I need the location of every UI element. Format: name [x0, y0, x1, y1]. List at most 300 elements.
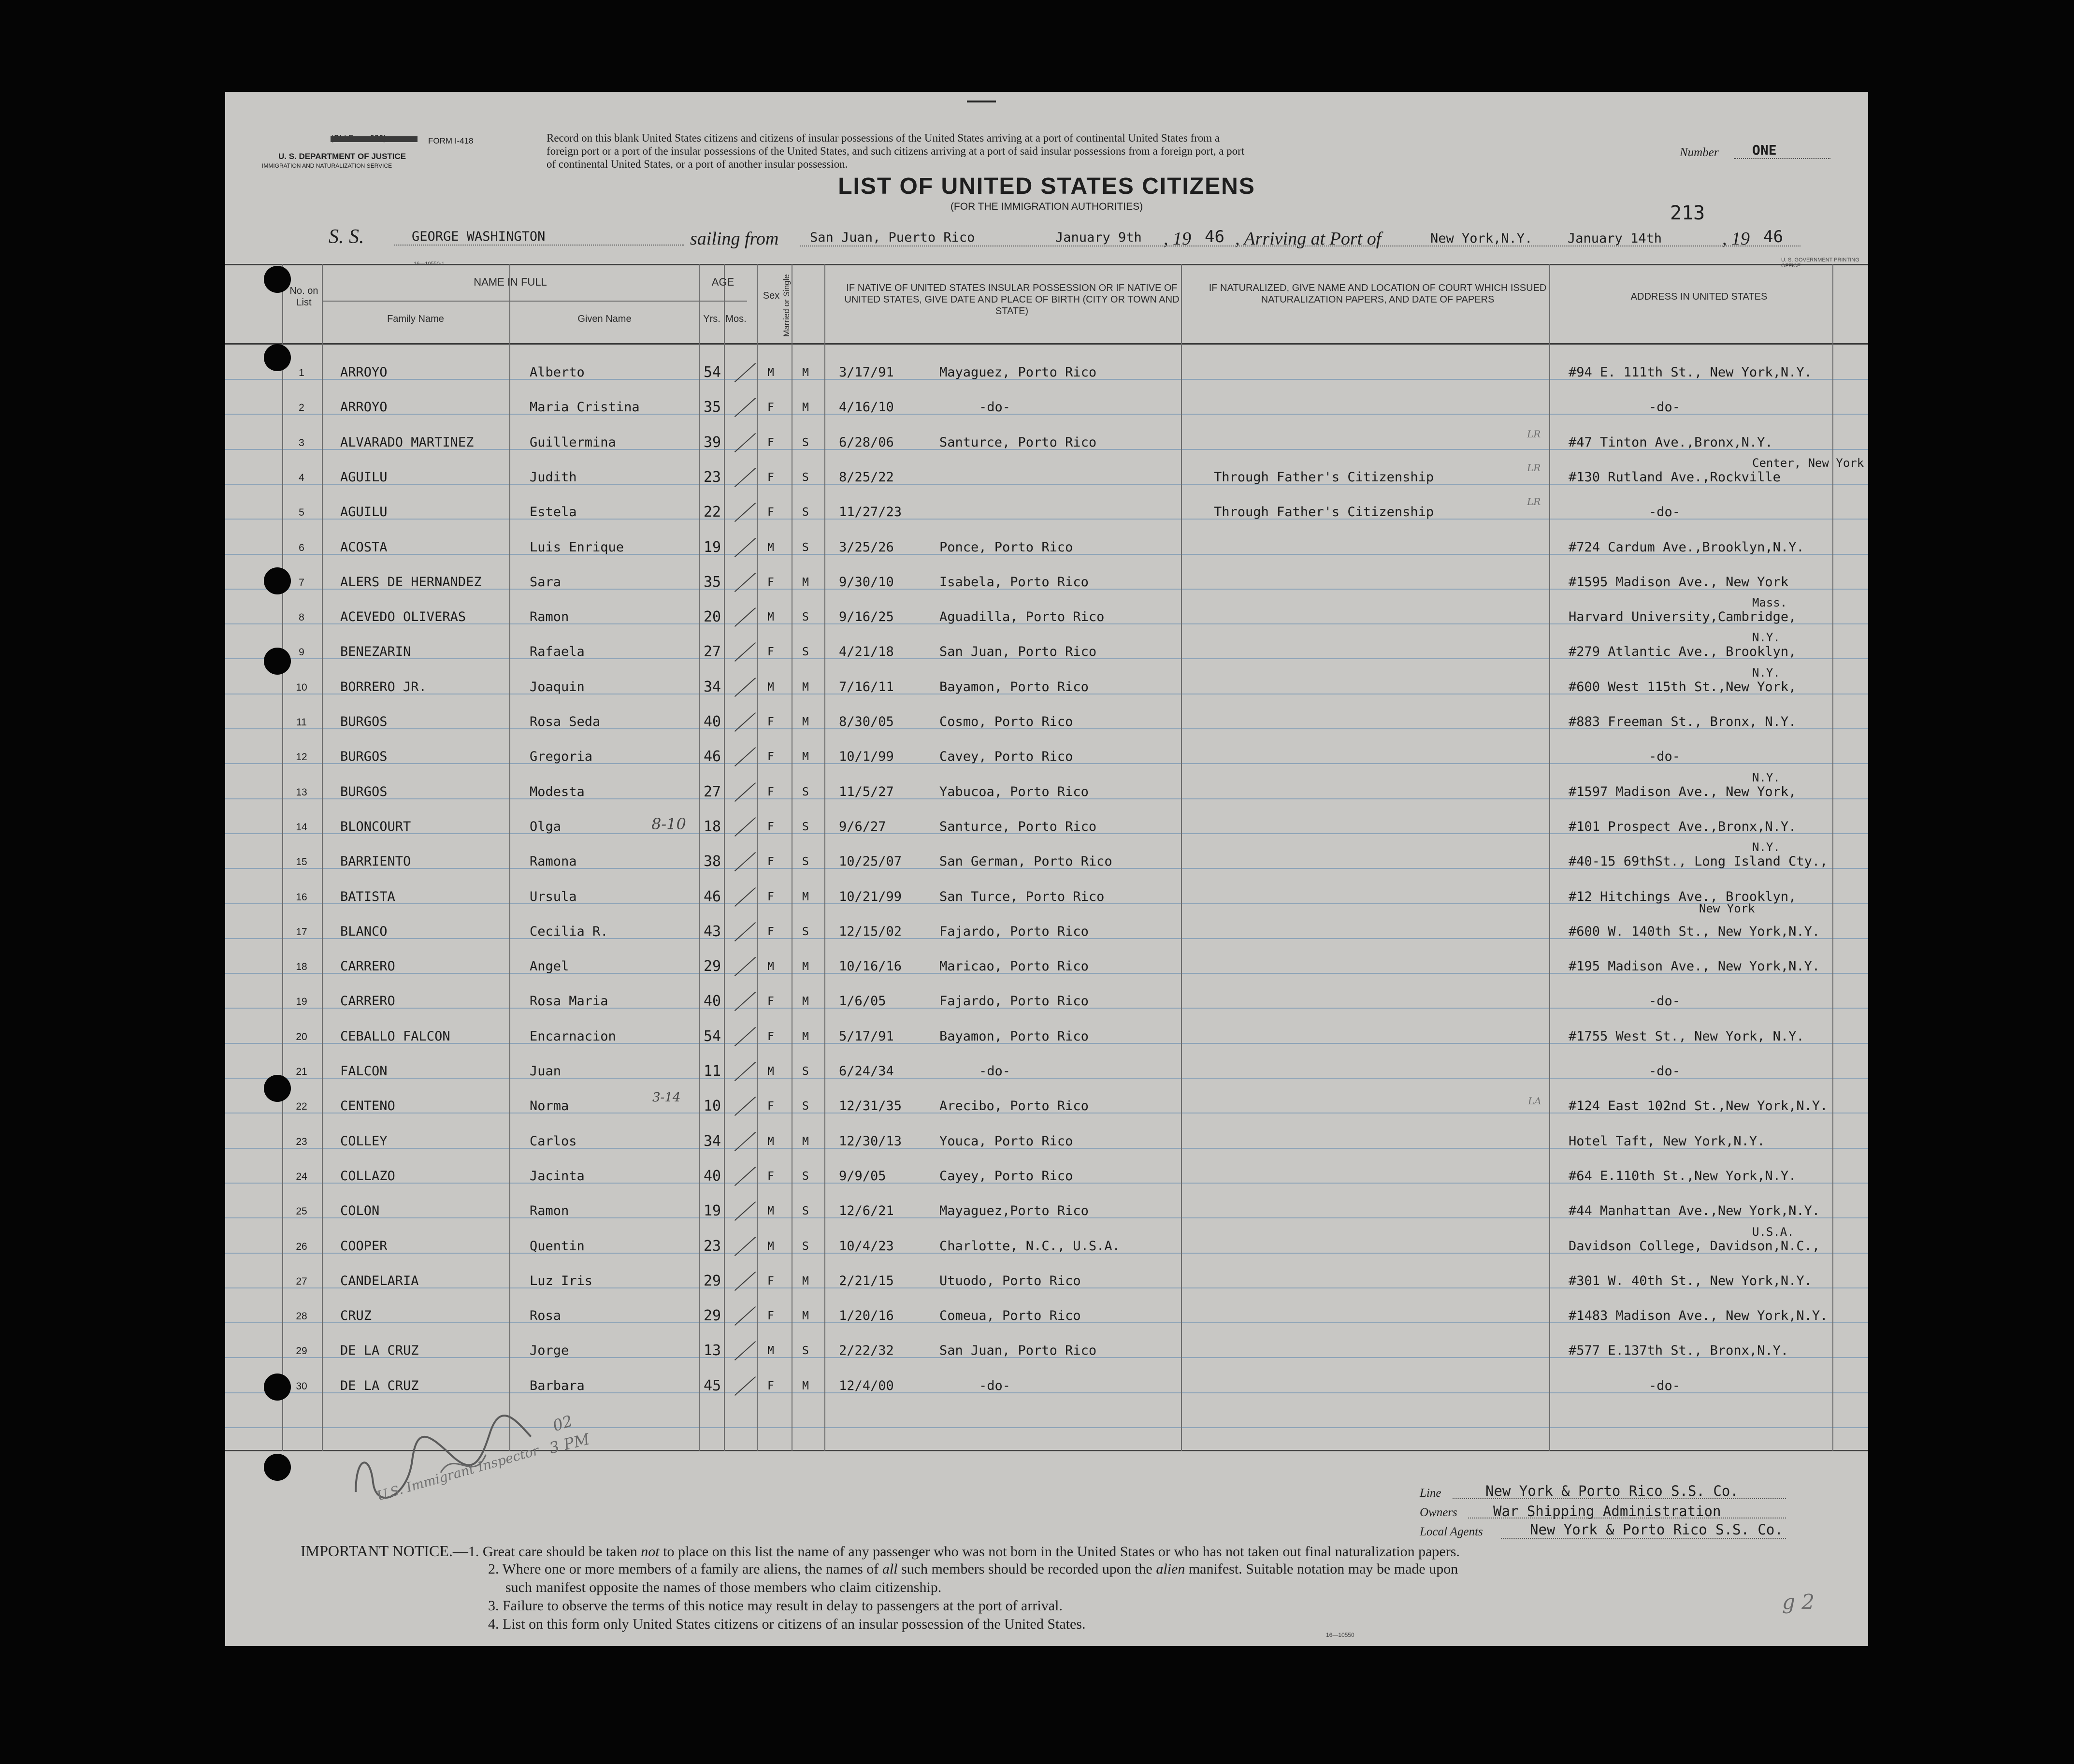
note-olga: 8-10 — [651, 815, 686, 833]
birth-place: Yabucoa, Porto Rico — [939, 784, 1089, 799]
birth-place: Cosmo, Porto Rico — [939, 714, 1073, 729]
birth-date: 4/21/18 — [839, 644, 894, 659]
tick-mark — [735, 852, 756, 871]
agents-label: Local Agents — [1420, 1525, 1483, 1538]
tick-mark — [735, 538, 756, 557]
form-subtitle: (FOR THE IMMIGRATION AUTHORITIES) — [950, 201, 1143, 212]
given-name: Jorge — [530, 1343, 569, 1358]
given-name: Olga — [530, 819, 562, 834]
form-label: FORM I-418 — [428, 136, 474, 145]
address: #130 Rutland Ave.,Rockville — [1569, 470, 1781, 485]
birth-date: 7/16/11 — [839, 680, 894, 694]
tick-mark — [735, 433, 756, 452]
given-name: Encarnacion — [530, 1029, 616, 1044]
row-number: 2 — [299, 402, 304, 413]
address: Hotel Taft, New York,N.Y. — [1569, 1134, 1765, 1149]
tick-mark — [735, 503, 756, 522]
sex: M — [767, 1240, 774, 1253]
notice-4: 4. List on this form only United States citizens or citizens of an insular possession of the United States. — [488, 1616, 1086, 1632]
marital-status: M — [802, 1380, 809, 1392]
birth-date: 1/20/16 — [839, 1308, 894, 1323]
arrival-year-suffix: 46 — [1763, 227, 1783, 246]
binder-hole — [264, 266, 291, 293]
corner-mark: g 2 — [1782, 1590, 1815, 1614]
address: #279 Atlantic Ave., Brooklyn, — [1569, 644, 1797, 659]
printer-code-left: 16—10550-1 — [414, 261, 445, 267]
address: #64 E.110th St.,New York,N.Y. — [1569, 1169, 1797, 1184]
given-name: Carlos — [530, 1134, 577, 1149]
age-years: 10 — [704, 1098, 721, 1114]
row-number: 25 — [296, 1206, 307, 1217]
row-number: 8 — [299, 612, 304, 623]
printer-code-right: U. S. GOVERNMENT PRINTING OFFICE — [1781, 257, 1859, 269]
sex: F — [767, 1275, 774, 1287]
notice-2f: such manifest opposite the names of those members who claim citizenship. — [505, 1579, 942, 1595]
row-number: 15 — [296, 856, 307, 868]
list-number: ONE — [1752, 142, 1777, 158]
birth-date: 11/5/27 — [839, 784, 894, 799]
address-continued: N.Y. — [1752, 631, 1780, 644]
birth-date: 10/1/99 — [839, 749, 894, 764]
family-name: CENTENO — [340, 1099, 395, 1113]
address: -do- — [1649, 1064, 1681, 1079]
marital-status: M — [802, 1310, 809, 1322]
inspector-time: 3 PM — [547, 1430, 592, 1458]
given-name: Rosa — [530, 1308, 562, 1323]
birth-place: San Juan, Porto Rico — [939, 644, 1097, 659]
birth-place: Utuodo, Porto Rico — [939, 1273, 1081, 1288]
sex: M — [767, 611, 774, 623]
sailing-from-label: sailing from — [690, 229, 779, 249]
marital-status: S — [802, 1065, 809, 1078]
tick-mark — [735, 782, 756, 802]
family-name: CARRERO — [340, 994, 395, 1009]
departure-year-suffix: 46 — [1205, 227, 1224, 246]
age-years: 46 — [704, 888, 721, 905]
birth-date: 12/31/35 — [839, 1099, 902, 1113]
row-number: 13 — [296, 787, 307, 798]
tick-mark — [735, 363, 756, 382]
printer-code-footer: 16—10550 — [1326, 1632, 1354, 1638]
birth-date: 12/30/13 — [839, 1134, 902, 1149]
birth-date: 12/6/21 — [839, 1203, 894, 1218]
age-years: 40 — [704, 1168, 721, 1185]
birth-date: 10/16/16 — [839, 959, 902, 974]
birth-place: Aguadilla, Porto Rico — [939, 609, 1105, 624]
birth-date: 9/9/05 — [839, 1169, 886, 1184]
birth-date: 6/24/34 — [839, 1064, 894, 1079]
birth-date: 6/28/06 — [839, 435, 894, 450]
age-years: 23 — [704, 1238, 721, 1255]
age-years: 20 — [704, 608, 721, 625]
row-number: 14 — [296, 822, 307, 833]
address: #600 W. 140th St., New York,N.Y. — [1569, 924, 1820, 939]
given-name: Cecilia R. — [530, 924, 608, 939]
family-name: DE LA CRUZ — [340, 1343, 419, 1358]
header-age: AGE — [711, 276, 735, 288]
address: #883 Freeman St., Bronx, N.Y. — [1569, 714, 1797, 729]
arrival-date: January 14th — [1568, 231, 1662, 246]
birth-date: 8/30/05 — [839, 714, 894, 729]
birth-place: San Turce, Porto Rico — [939, 889, 1105, 904]
departure-date: January 9th — [1055, 230, 1142, 245]
arrival-year-prefix: , 19 — [1722, 229, 1750, 249]
tick-mark — [735, 1306, 756, 1326]
age-years: 35 — [704, 574, 721, 591]
birth-place: -do- — [979, 400, 1011, 415]
given-name: Joaquin — [530, 680, 585, 694]
binder-hole — [264, 1374, 291, 1401]
birth-place: Santurce, Porto Rico — [939, 819, 1097, 834]
notice-2a: 2. Where one or more members of a family are aliens, the names of — [488, 1561, 882, 1577]
given-name: Rosa Seda — [530, 714, 601, 729]
row-number: 24 — [296, 1171, 307, 1182]
header-married-or-single: Married or Single — [782, 274, 791, 337]
birth-place: Bayamon, Porto Rico — [939, 1029, 1089, 1044]
marital-status: M — [802, 995, 809, 1008]
stamped-page-number: 213 — [1670, 202, 1705, 224]
address: -do- — [1649, 749, 1681, 764]
sex: F — [767, 401, 774, 414]
birth-date: 4/16/10 — [839, 400, 894, 415]
age-years: 27 — [704, 643, 721, 660]
birth-place: Cayey, Porto Rico — [939, 1169, 1073, 1184]
binder-hole — [264, 1454, 291, 1481]
age-years: 13 — [704, 1342, 721, 1359]
given-name: Luis Enrique — [530, 540, 624, 555]
address-continued: N.Y. — [1752, 771, 1780, 784]
address-continued: Center, New York — [1752, 456, 1864, 470]
marital-status: M — [802, 681, 809, 694]
marital-status: S — [802, 786, 809, 798]
sex: F — [767, 786, 774, 798]
family-name: DE LA CRUZ — [340, 1378, 419, 1393]
birth-date: 9/30/10 — [839, 575, 894, 590]
address-continued: N.Y. — [1752, 666, 1780, 680]
family-name: CARRERO — [340, 959, 395, 974]
binder-hole — [264, 567, 291, 594]
sex: F — [767, 1030, 774, 1043]
given-name: Rosa Maria — [530, 994, 608, 1009]
age-years: 46 — [704, 748, 721, 765]
tick-mark — [735, 1272, 756, 1291]
family-name: BATISTA — [340, 889, 395, 904]
family-name: COLLEY — [340, 1134, 388, 1149]
birth-date: 11/27/23 — [839, 505, 902, 520]
age-years: 34 — [704, 679, 721, 695]
birth-date: 12/15/02 — [839, 924, 902, 939]
address: #724 Cardum Ave.,Brooklyn,N.Y. — [1569, 540, 1804, 555]
birth-date: 3/25/26 — [839, 540, 894, 555]
arrival-port: New York,N.Y. — [1430, 231, 1533, 246]
birth-place: Mayaguez,Porto Rico — [939, 1203, 1089, 1218]
notice-2e: manifest. Suitable notation may be made upon — [1185, 1561, 1458, 1577]
notice-2d: alien — [1156, 1561, 1185, 1577]
given-name: Quentin — [530, 1239, 585, 1254]
marital-status: S — [802, 925, 809, 938]
notice-heading-line-1 — [301, 1542, 1460, 1561]
birth-date: 12/4/00 — [839, 1378, 894, 1393]
inspector-stamp-text: U.S. Immigrant Inspector — [375, 1443, 541, 1504]
sex: F — [767, 716, 774, 728]
row-number: 7 — [299, 577, 304, 588]
note-lr-6: LR — [1527, 496, 1541, 507]
birth-place: Youca, Porto Rico — [939, 1134, 1073, 1149]
service-name: IMMIGRATION AND NATURALIZATION SERVICE — [262, 162, 392, 169]
row-number: 30 — [296, 1381, 307, 1392]
family-name: ARROYO — [340, 365, 388, 380]
birth-date: 10/4/23 — [839, 1239, 894, 1254]
sex: F — [767, 1170, 774, 1183]
row-number: 27 — [296, 1276, 307, 1287]
given-name: Jacinta — [530, 1169, 585, 1184]
family-name: AGUILU — [340, 505, 388, 520]
age-years: 38 — [704, 853, 721, 870]
row-number: 3 — [299, 437, 304, 448]
address: #94 E. 111th St., New York,N.Y. — [1569, 365, 1812, 380]
marital-status: S — [802, 541, 809, 554]
sex: F — [767, 646, 774, 658]
marital-status: M — [802, 1030, 809, 1043]
tick-mark — [735, 712, 756, 732]
tick-mark — [735, 1237, 756, 1256]
sex: F — [767, 1380, 774, 1392]
notice-2c: such members should be recorded upon the — [897, 1561, 1156, 1577]
row-number: 28 — [296, 1311, 307, 1322]
birth-place: Bayamon, Porto Rico — [939, 680, 1089, 694]
given-name: Ramona — [530, 854, 577, 869]
given-name: Maria Cristina — [530, 400, 640, 415]
naturalization: Through Father's Citizenship — [1214, 470, 1434, 485]
family-name: ARROYO — [340, 400, 388, 415]
sex: F — [767, 821, 774, 833]
row-number: 29 — [296, 1345, 307, 1357]
family-name: ALVARADO MARTINEZ — [340, 435, 474, 450]
instructions-line-2: foreign port or a port of the insular possessions of the United States, and such citizens arriving at a port of said insular possessions from a foreign port, a port — [547, 145, 1245, 157]
family-name: BARRIENTO — [340, 854, 411, 869]
age-years: 27 — [704, 783, 721, 800]
birth-place: Maricao, Porto Rico — [939, 959, 1089, 974]
given-name: Guillermina — [530, 435, 616, 450]
tick-mark — [735, 1167, 756, 1186]
birth-place: Mayaguez, Porto Rico — [939, 365, 1097, 380]
marital-status: M — [802, 1135, 809, 1148]
sex: M — [767, 681, 774, 694]
marital-status: M — [802, 716, 809, 728]
note-lr-5: LR — [1527, 462, 1541, 474]
marital-status: S — [802, 1205, 809, 1217]
age-years: 35 — [704, 399, 721, 416]
header-sex: Sex — [763, 290, 780, 301]
birth-date: 9/6/27 — [839, 819, 886, 834]
birth-date: 3/17/91 — [839, 365, 894, 380]
instructions-line-1: Record on this blank United States citizens and citizens of insular possessions of the United States arriving at a port of continental United States from a — [547, 132, 1220, 144]
address-continued: N.Y. — [1752, 840, 1780, 854]
notice-1a: 1. Great care should be taken — [468, 1544, 641, 1560]
marital-status: S — [802, 821, 809, 833]
notice-heading: IMPORTANT NOTICE.— — [301, 1542, 468, 1560]
address: #44 Manhattan Ave.,New York,N.Y. — [1569, 1203, 1820, 1218]
marital-status: S — [802, 1170, 809, 1183]
row-number: 19 — [296, 996, 307, 1007]
birth-place: San Juan, Porto Rico — [939, 1343, 1097, 1358]
birth-place: -do- — [979, 1064, 1011, 1079]
birth-place: Isabela, Porto Rico — [939, 575, 1089, 590]
notice-2b: all — [882, 1561, 898, 1577]
agents-underline — [1501, 1538, 1786, 1539]
row-number: 9 — [299, 647, 304, 658]
birth-place: Fajardo, Porto Rico — [939, 994, 1089, 1009]
address: #1597 Madison Ave., New York, — [1569, 784, 1797, 799]
marital-status: M — [802, 366, 809, 379]
birth-place: Fajardo, Porto Rico — [939, 924, 1089, 939]
marital-status: M — [802, 891, 809, 903]
birth-date: 8/25/22 — [839, 470, 894, 485]
birth-place: Ponce, Porto Rico — [939, 540, 1073, 555]
tick-mark — [735, 678, 756, 697]
tick-mark — [735, 747, 756, 766]
family-name: COLON — [340, 1203, 380, 1218]
address: #600 West 115th St.,New York, — [1569, 680, 1797, 694]
family-name: BENEZARIN — [340, 644, 411, 659]
sex: F — [767, 891, 774, 903]
owners-label: Owners — [1420, 1506, 1457, 1519]
family-name: ACOSTA — [340, 540, 388, 555]
row-number: 17 — [296, 926, 307, 938]
age-years: 39 — [704, 434, 721, 451]
address-continued: New York — [1699, 902, 1755, 915]
family-name: AGUILU — [340, 470, 388, 485]
sex: F — [767, 995, 774, 1008]
marital-status: S — [802, 611, 809, 623]
marital-status: M — [802, 960, 809, 973]
note-la-22: LA — [1528, 1095, 1541, 1107]
row-number: 16 — [296, 892, 307, 903]
age-years: 29 — [704, 958, 721, 975]
tick-mark — [735, 887, 756, 907]
family-name: COLLAZO — [340, 1169, 395, 1184]
binder-hole — [264, 1075, 291, 1102]
sex: M — [767, 1065, 774, 1078]
birth-date: 10/21/99 — [839, 889, 902, 904]
notice-3: 3. Failure to observe the terms of this notice may result in delay to passengers at the port of arrival. — [488, 1598, 1063, 1614]
marital-status: S — [802, 436, 809, 449]
given-name: Barbara — [530, 1378, 585, 1393]
departure-year-prefix: , 19 — [1164, 229, 1191, 249]
sex: M — [767, 960, 774, 973]
age-years: 29 — [704, 1307, 721, 1324]
age-years: 19 — [704, 1202, 721, 1219]
given-name: Gregoria — [530, 749, 593, 764]
age-years: 19 — [704, 539, 721, 556]
notice-1c: to place on this list the name of any passenger who was not born in the United States or who has not taken out final naturalization papers. — [659, 1544, 1460, 1560]
departure-port: San Juan, Puerto Rico — [810, 230, 975, 245]
ship-name: GEORGE WASHINGTON — [412, 229, 546, 244]
age-years: 29 — [704, 1272, 721, 1289]
birth-place: Cavey, Porto Rico — [939, 749, 1073, 764]
arriving-label: , Arriving at Port of — [1235, 229, 1382, 249]
given-name: Ramon — [530, 1203, 569, 1218]
header-address: ADDRESS IN UNITED STATES — [1630, 291, 1768, 302]
age-years: 34 — [704, 1133, 721, 1150]
department-name: U. S. DEPARTMENT OF JUSTICE — [278, 152, 406, 161]
tick-mark — [735, 1027, 756, 1046]
address: #12 Hitchings Ave., Brooklyn, — [1569, 889, 1797, 904]
birth-date: 1/6/05 — [839, 994, 886, 1009]
sex: M — [767, 1135, 774, 1148]
sex: F — [767, 576, 774, 589]
tick-mark — [735, 1341, 756, 1360]
address: #301 W. 40th St., New York,N.Y. — [1569, 1273, 1812, 1288]
given-name: Sara — [530, 575, 562, 590]
family-name: BLANCO — [340, 924, 388, 939]
marital-status: S — [802, 1100, 809, 1113]
family-name: BORRERO JR. — [340, 680, 427, 694]
line-label: Line — [1420, 1487, 1441, 1500]
address: #47 Tinton Ave.,Bronx,N.Y. — [1569, 435, 1773, 450]
address: Harvard University,Cambridge, — [1569, 609, 1797, 624]
given-name: Modesta — [530, 784, 585, 799]
birth-place: Charlotte, N.C., U.S.A. — [939, 1239, 1120, 1254]
marital-status: M — [802, 401, 809, 414]
birth-place: Comeua, Porto Rico — [939, 1308, 1081, 1323]
age-years: 40 — [704, 993, 721, 1010]
family-name: CRUZ — [340, 1308, 372, 1323]
family-name: CANDELARIA — [340, 1273, 419, 1288]
sex: M — [767, 366, 774, 379]
birth-place: San German, Porto Rico — [939, 854, 1112, 869]
given-name: Juan — [530, 1064, 562, 1079]
birth-place: -do- — [979, 1378, 1011, 1393]
age-years: 11 — [704, 1063, 721, 1080]
tick-mark — [735, 398, 756, 417]
sex: F — [767, 1100, 774, 1113]
given-name: Alberto — [530, 365, 585, 380]
tick-mark — [735, 573, 756, 592]
given-name: Judith — [530, 470, 577, 485]
marital-status: M — [802, 751, 809, 763]
address: #40-15 69thSt., Long Island Cty., — [1569, 854, 1828, 869]
address: -do- — [1649, 400, 1681, 415]
header-family-name: Family Name — [387, 314, 444, 324]
form-title: LIST OF UNITED STATES CITIZENS — [838, 174, 1255, 199]
family-name: COOPER — [340, 1239, 388, 1254]
address-continued: Mass. — [1752, 596, 1787, 609]
tick-mark — [735, 1062, 756, 1081]
row-number: 20 — [296, 1031, 307, 1042]
marital-status: S — [802, 646, 809, 658]
notice-1b: not — [641, 1544, 660, 1560]
family-name: BURGOS — [340, 784, 388, 799]
family-name: FALCON — [340, 1064, 388, 1079]
owners-value: War Shipping Administration — [1493, 1503, 1721, 1519]
address-continued: U.S.A. — [1752, 1225, 1794, 1239]
address: #101 Prospect Ave.,Bronx,N.Y. — [1569, 819, 1797, 834]
row-number: 6 — [299, 542, 304, 553]
address: -do- — [1649, 1378, 1681, 1393]
age-years: 45 — [704, 1377, 721, 1394]
number-label: Number — [1680, 146, 1719, 159]
family-name: BURGOS — [340, 714, 388, 729]
age-years: 23 — [704, 469, 721, 486]
address: -do- — [1649, 994, 1681, 1009]
header-birth: IF NATIVE OF UNITED STATES INSULAR POSSESSION OR IF NATIVE OF UNITED STATES, GIVE DATE AND PLACE OF BIRTH (CITY OR TOWN AND STATE) — [844, 283, 1180, 317]
tick-mark — [735, 957, 756, 976]
row-number: 22 — [296, 1101, 307, 1112]
row-number: 5 — [299, 507, 304, 518]
marital-status: M — [802, 1275, 809, 1287]
sex: F — [767, 436, 774, 449]
